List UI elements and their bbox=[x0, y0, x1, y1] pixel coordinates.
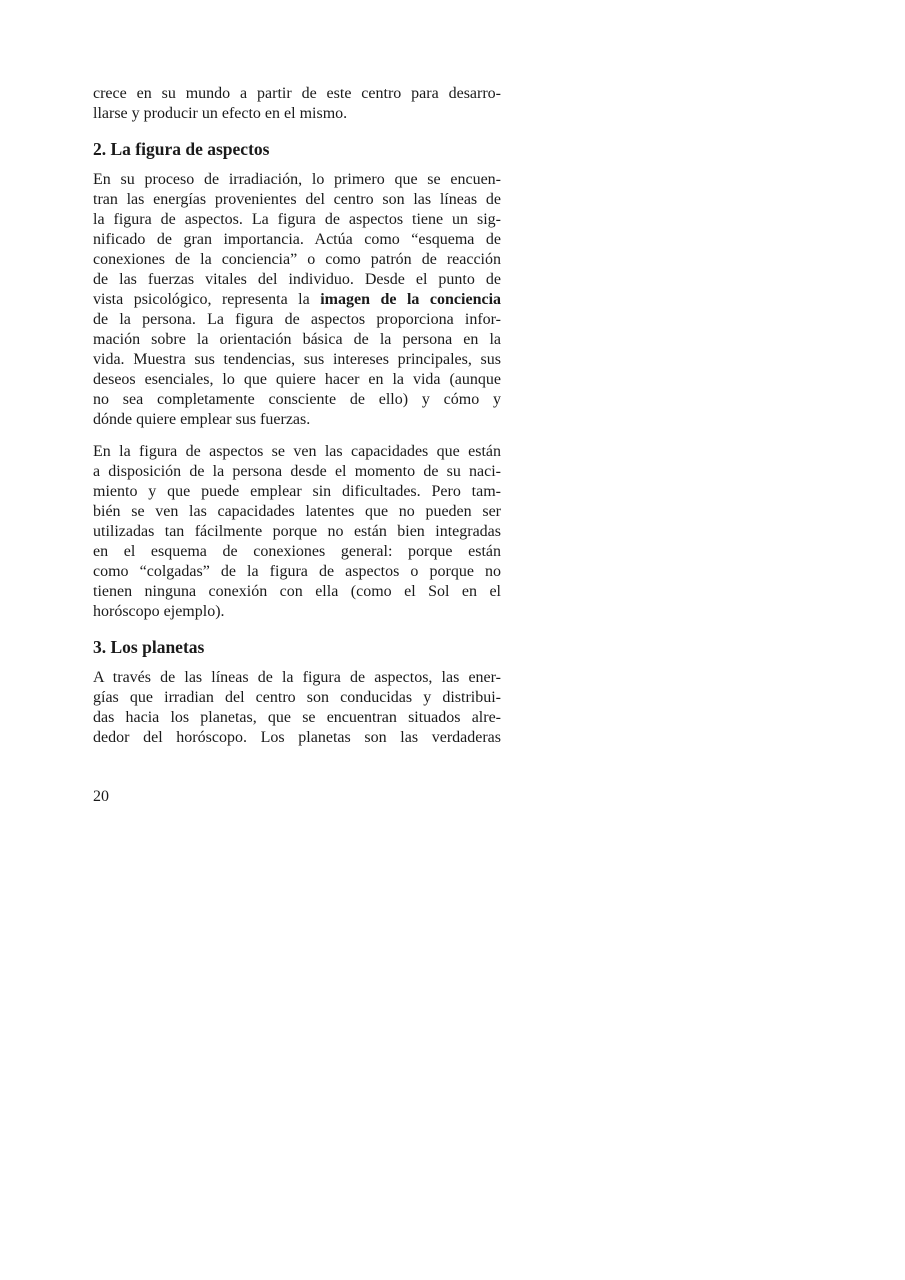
text-line: en el esquema de conexiones general: porque están bbox=[93, 543, 501, 560]
text-line: tran las energías provenientes del centro son las líneas de bbox=[93, 191, 501, 208]
text-line: vida. Muestra sus tendencias, sus intereses principales, sus bbox=[93, 351, 501, 368]
text-line: no sea completamente consciente de ello) y cómo y bbox=[93, 391, 501, 408]
text-line: deseos esenciales, lo que quiere hacer en la vida (aunque bbox=[93, 371, 501, 388]
text-line: gías que irradian del centro son conducidas y distribui- bbox=[93, 689, 501, 706]
text-line: En la figura de aspectos se ven las capacidades que están bbox=[93, 443, 501, 460]
planets-paragraph-1 bbox=[93, 668, 501, 748]
text-line: En su proceso de irradiación, lo primero que se encuen- bbox=[93, 171, 501, 188]
text-line: nificado de gran importancia. Actúa como “esquema de bbox=[93, 231, 501, 248]
text-line: de las fuerzas vitales del individuo. Desde el punto de bbox=[93, 271, 501, 288]
text-line-with-emphasis bbox=[93, 290, 501, 310]
text-line: llarse y producir un efecto en el mismo. bbox=[93, 105, 348, 122]
text-line: a disposición de la persona desde el momento de su naci- bbox=[93, 463, 501, 480]
text-line: la figura de aspectos. La figura de aspectos tiene un sig- bbox=[93, 211, 501, 228]
section-heading-aspect-figure: 2. La figura de aspectos bbox=[93, 139, 270, 159]
page-number: 20 bbox=[93, 788, 109, 805]
text-line: horóscopo ejemplo). bbox=[93, 603, 225, 620]
page-body bbox=[93, 84, 501, 748]
intro-paragraph bbox=[93, 84, 501, 124]
section-heading-planets: 3. Los planetas bbox=[93, 637, 205, 657]
text-line: como “colgadas” de la figura de aspectos o porque no bbox=[93, 563, 501, 580]
text-line: tienen ninguna conexión con ella (como el Sol en el bbox=[93, 583, 501, 600]
text-line: das hacia los planetas, que se encuentran situados alre- bbox=[93, 709, 501, 726]
emphasis-phrase: imagen de la conciencia bbox=[320, 291, 502, 308]
text-line: conexiones de la conciencia” o como patrón de reacción bbox=[93, 251, 501, 268]
aspect-figure-paragraph-2 bbox=[93, 442, 501, 622]
text-line: dedor del horóscopo. Los planetas son las verdaderas bbox=[93, 729, 501, 746]
text-line: dónde quiere emplear sus fuerzas. bbox=[93, 411, 311, 428]
text-line: A través de las líneas de la figura de aspectos, las ener- bbox=[93, 669, 501, 686]
text-line: de la persona. La figura de aspectos proporciona infor- bbox=[93, 311, 501, 328]
aspect-figure-paragraph-1 bbox=[93, 170, 501, 430]
text-line: crece en su mundo a partir de este centro para desarro- bbox=[93, 85, 501, 102]
text-line: mación sobre la orientación básica de la persona en la bbox=[93, 331, 501, 348]
text-fragment: vista psicológico, representa la bbox=[93, 291, 321, 308]
text-line: utilizadas tan fácilmente porque no están bien integradas bbox=[93, 523, 501, 540]
text-line: bién se ven las capacidades latentes que no pueden ser bbox=[93, 503, 501, 520]
text-line: miento y que puede emplear sin dificultades. Pero tam- bbox=[93, 483, 501, 500]
